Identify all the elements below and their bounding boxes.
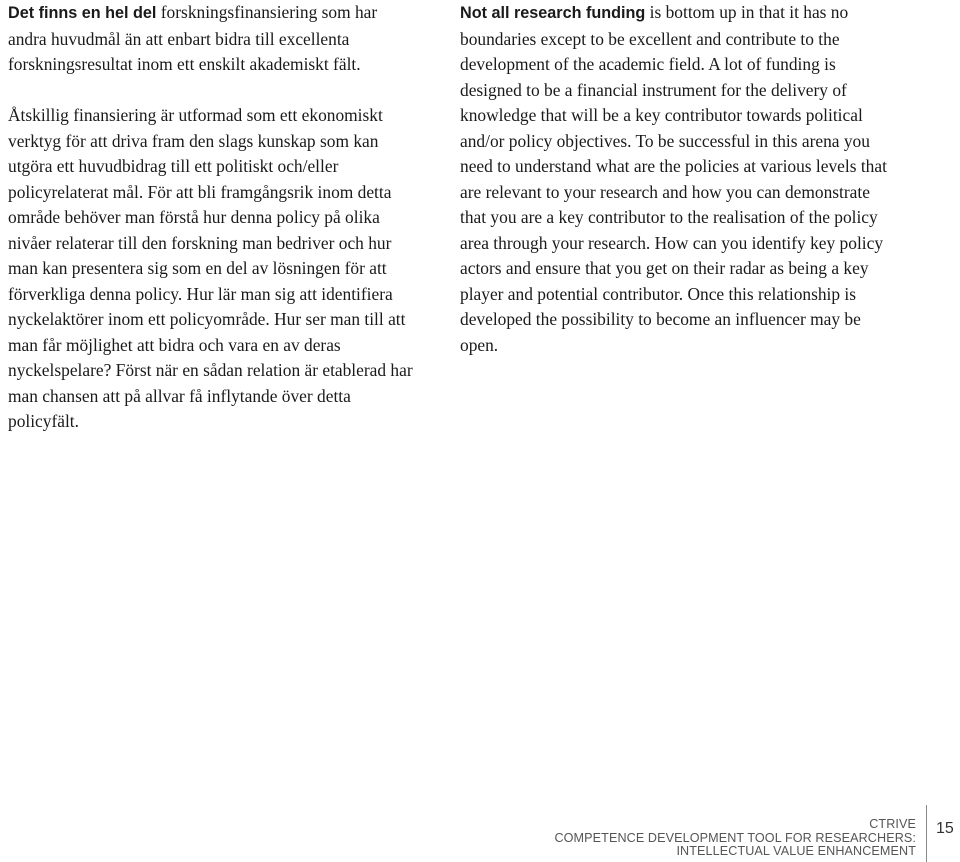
english-text-column (460, 0, 890, 358)
swedish-intro-paragraph (8, 0, 413, 78)
english-body-paragraph (460, 0, 890, 358)
footer-subtitle-line-2: INTELLECTUAL VALUE ENHANCEMENT (676, 844, 916, 858)
page-number: 15 (936, 820, 954, 837)
page-footer (554, 818, 916, 859)
footer-divider (926, 805, 927, 862)
english-body-text: is bottom up in that it has no boundaries except to be excellent and contribute to the development of the academic field. A lot of funding is designed to be a financial instrument for the delivery of knowledge that will be a key contributor towards political and/or policy objectives. To be successful in this arena you need to understand what are the policies at various levels that are relevant to your research and how you can demonstrate that you are a key contributor to the realisation of the policy area through your research. How can you identify key policy actors and ensure that you get on their radar as being a key player and potential contributor. Once this relationship is developed the possibility to become an influencer may be open. (460, 2, 887, 355)
swedish-intro-text: forskningsfinansiering som har andra huvudmål än att enbart bidra till excellenta forskningsresultat inom ett enskilt akademiskt fält. (8, 2, 378, 74)
swedish-lead-phrase: Det finns en hel del (8, 4, 157, 22)
swedish-text-column (8, 0, 413, 435)
footer-brand: CTRIVE (869, 817, 916, 831)
footer-subtitle-line-1: COMPETENCE DEVELOPMENT TOOL FOR RESEARCHERS: (554, 830, 916, 845)
english-lead-phrase: Not all research funding (460, 4, 646, 22)
swedish-body-paragraph: Åtskillig finansiering är utformad som ett ekonomiskt verktyg för att driva fram den slags kunskap som kan utgöra ett huvudbidrag till ett politiskt och/eller policyrelaterat mål. För att bli framgångsrik inom detta område behöver man förstå hur denna policy på olika nivåer relaterar till den forskning man bedriver och hur man kan presentera sig som en del av lösningen för att förverkliga denna policy. Hur lär man sig att identifiera nyckelaktörer inom ett policyområde. Hur ser man till att man får möjlighet att bidra och vara en av deras nyckelspelare? Först när en sådan relation är etablerad har man chansen att på allvar få inflytande över detta policyfält. (8, 105, 413, 431)
